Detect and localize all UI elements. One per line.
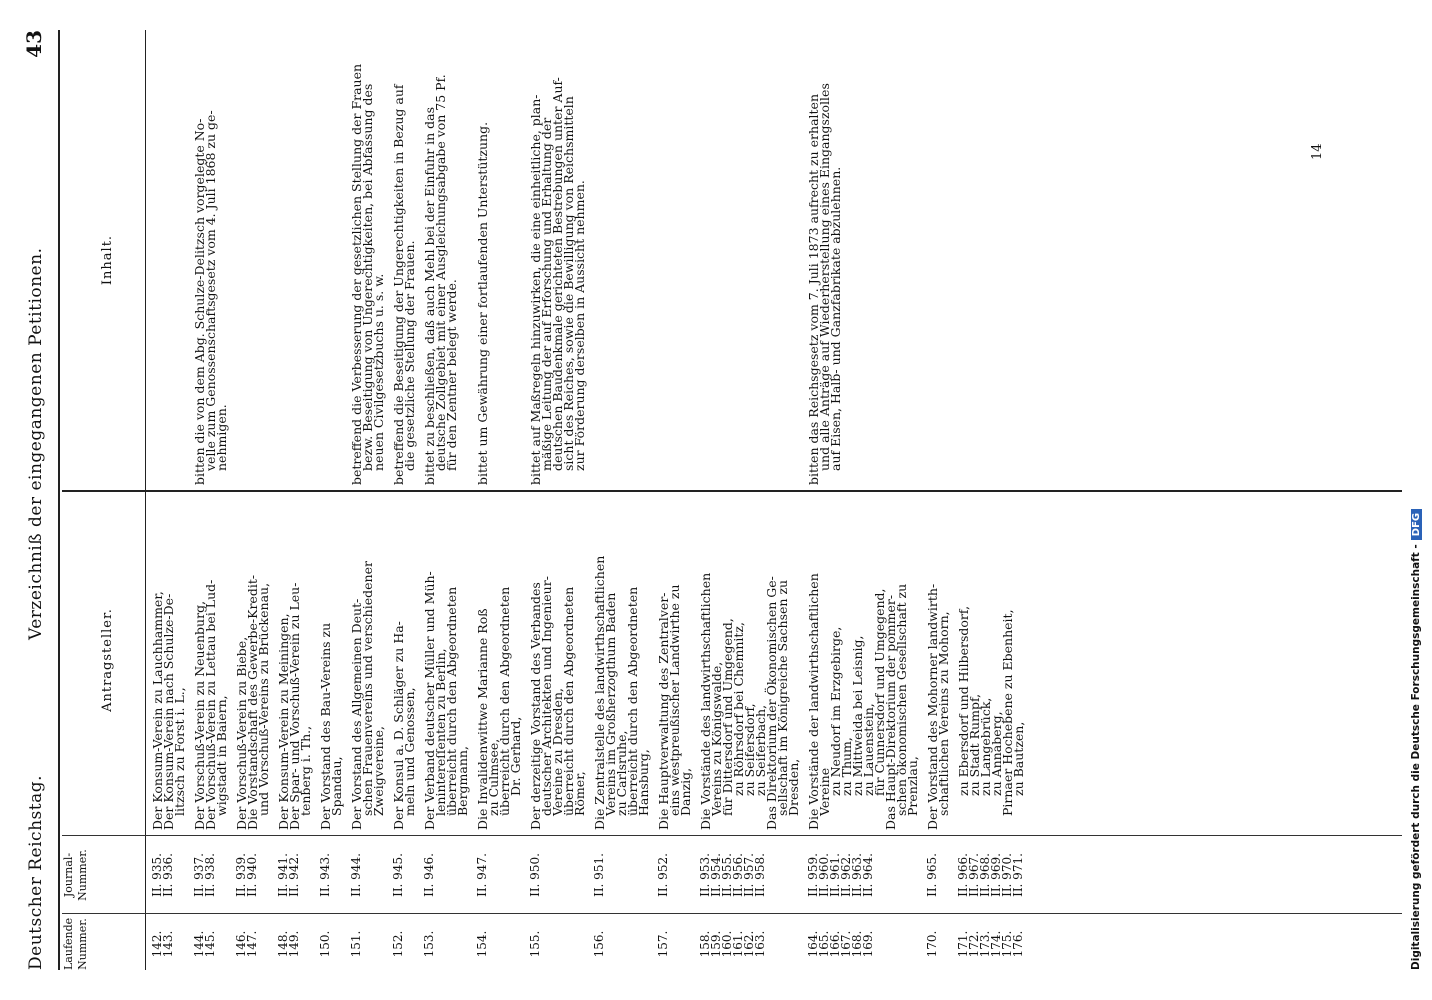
lfd-cell	[808, 918, 874, 970]
lfd-cell	[278, 918, 300, 970]
col-head-jn: Journal-Nummer.	[62, 849, 89, 901]
lfd-cell-line: 173.	[978, 930, 992, 958]
inhalt-cell-line: betreffend die Verbesserung der gesetzlichen Stellung der Frauen	[349, 63, 364, 485]
column-head-rule	[145, 30, 146, 970]
journal-cell	[927, 840, 938, 910]
lfd-cell-line: 174.	[989, 930, 1003, 958]
antragsteller-cell-line: zu Seifersdorf,	[742, 703, 757, 796]
lfd-cell-line: 156.	[592, 930, 606, 958]
antragsteller-cell-line: zu Culmsee,	[486, 738, 501, 816]
antragsteller-cell	[320, 490, 342, 830]
antragsteller-cell-line: Hansburg,	[636, 749, 651, 816]
antragsteller-cell-line: wigstadt in Baiern,	[214, 695, 229, 816]
lfd-cell-line: 157.	[656, 930, 670, 958]
antragsteller-cell-line: sellschaft im Königreiche Sachsen zu	[775, 579, 790, 816]
lfd-cell	[700, 918, 766, 970]
antragsteller-cell-line: Prenzlau,	[905, 756, 920, 816]
antragsteller-cell	[194, 490, 227, 830]
header-left: Deutscher Reichstag.	[26, 775, 46, 970]
inhalt-cell	[351, 35, 384, 485]
journal-cell-line: II. 968.	[978, 853, 992, 897]
antragsteller-cell-line: zu Röhrsdorf bei Chemnitz,	[731, 622, 746, 796]
lfd-cell-line: 162.	[742, 930, 756, 958]
page-mark: 14	[1310, 143, 1325, 160]
inhalt-cell-line: bittet um Gewährung einer fortlaufenden Unterstützung.	[475, 121, 490, 485]
journal-cell-line: II. 947.	[475, 853, 489, 897]
inhalt-cell-line: zur Förderung derselben in Aussicht nehmen.	[572, 180, 587, 471]
lfd-cell-line: 152.	[391, 930, 405, 958]
inhalt-cell-line: bittet auf Maßregeln hinzuwirken, die eine einheitliche, plan-	[528, 94, 543, 485]
lfd-cell-line: 155.	[528, 930, 542, 958]
journal-cell	[700, 840, 766, 910]
antragsteller-cell-line: Die Invalidenwittwe Marianne Roß	[475, 608, 490, 830]
inhalt-cell	[194, 35, 227, 485]
journal-cell-line: II. 955.	[720, 853, 734, 897]
antragsteller-cell-line: Dresden,	[786, 758, 801, 816]
antragsteller-cell-line: Dr. Gerhard,	[508, 716, 523, 796]
antragsteller-cell-line: überreicht durch den Abgeordneten	[561, 586, 576, 816]
journal-cell-line: II. 953.	[698, 853, 712, 897]
inhalt-cell-line: bitten die von dem Abg. Schulze-Delitzsch vorgelegte No-	[192, 118, 207, 485]
col-divider	[62, 835, 1402, 836]
journal-cell-line: II. 945.	[391, 853, 405, 897]
antragsteller-cell-line: Zweigvereine,	[371, 725, 386, 816]
lfd-cell-line: 175.	[1000, 930, 1014, 958]
antragsteller-cell-line: Vereins zu Königswalde,	[709, 661, 724, 816]
antragsteller-cell-line: Der Spar- und Vorschuß-Verein zu Leu-	[287, 582, 302, 830]
journal-cell-line: II. 939.	[234, 853, 248, 897]
journal-cell	[477, 840, 488, 910]
lfd-cell	[424, 918, 435, 970]
lfd-cell	[927, 918, 938, 970]
lfd-cell-line: 159.	[709, 930, 723, 958]
journal-cell-line: II. 941.	[276, 853, 290, 897]
journal-cell	[351, 840, 362, 910]
antragsteller-cell-line: zu Stadt Rumpf,	[967, 693, 982, 796]
antragsteller-cell-line: Spandau,	[329, 756, 344, 816]
journal-cell	[958, 840, 1024, 910]
lfd-cell-line: 148.	[276, 930, 290, 958]
antragsteller-cell	[236, 490, 269, 830]
antragsteller-cell-line: zu Thum,	[839, 737, 854, 796]
lfd-cell	[194, 918, 216, 970]
lfd-cell	[351, 918, 362, 970]
antragsteller-cell-line: schen ökonomischen Gesellschaft zu	[894, 583, 909, 816]
antragsteller-cell-line: überreicht durch den Abgeordneten	[444, 586, 459, 816]
antragsteller-cell	[594, 490, 649, 830]
antragsteller-cell-line: eins westpreußischer Landwirthe zu	[667, 584, 682, 816]
antragsteller-cell-line: zu Seiferbach,	[753, 704, 768, 796]
antragsteller-cell	[477, 490, 521, 830]
antragsteller-cell-line: zu Carlsruhe,	[614, 730, 629, 816]
antragsteller-cell	[530, 490, 585, 830]
journal-cell-line: II. 950.	[528, 853, 542, 897]
col-head-lfd: Laufende Nummer.	[62, 917, 89, 970]
lfd-cell-line: 163.	[753, 930, 767, 958]
journal-cell-line: II. 937.	[192, 853, 206, 897]
antragsteller-cell-line: Der Vorstand des Bau-Vereins zu	[318, 622, 333, 830]
lfd-cell-line: 176.	[1011, 930, 1025, 958]
inhalt-cell	[393, 35, 415, 485]
journal-cell-line: II. 961.	[828, 853, 842, 897]
antragsteller-cell-line: Der Konsum-Verein zu Lauchhammer,	[150, 591, 165, 830]
antragsteller-cell-line: Das Haupt-Direktorium der pommer-	[883, 594, 898, 830]
inhalt-cell-line: auf Eisen, Halb- und Ganzfabrikate abzulehnen.	[828, 166, 843, 471]
antragsteller-cell-line: Der Vorstand des Allgemeinen Deut-	[349, 598, 364, 830]
inhalt-cell-line: deutsche Zollgebiet mit einer Ausgleichungsabgabe von 75 Pf.	[433, 74, 448, 471]
lfd-cell-line: 170.	[925, 930, 939, 958]
inhalt-cell	[477, 35, 488, 485]
antragsteller-cell-line: zu Mittweida bei Leisnig,	[850, 635, 865, 796]
journal-cell-line: II. 951.	[592, 853, 606, 897]
inhalt-cell-line: nehmigen.	[214, 404, 229, 471]
antragsteller-cell-line: schen Frauenvereins und verschiedener	[360, 561, 375, 816]
journal-cell	[320, 840, 331, 910]
journal-cell-line: II. 970.	[1000, 853, 1014, 897]
inhalt-cell	[808, 35, 841, 485]
antragsteller-cell-line: für Dittersdorf und Umgegend,	[720, 618, 735, 816]
antragsteller-cell	[393, 490, 415, 830]
antragsteller-cell-line: zu Langebrück,	[978, 697, 993, 796]
lfd-cell-line: 153.	[422, 930, 436, 958]
lfd-cell-line: 166.	[828, 930, 842, 958]
journal-cell-line: II. 944.	[349, 853, 363, 897]
lfd-cell-line: 167.	[839, 930, 853, 958]
lfd-cell-line: 150.	[318, 930, 332, 958]
digitization-note	[1410, 30, 1422, 970]
inhalt-cell-line: bitten das Reichsgesetz vom 7. Juli 1873 aufrecht zu erhalten	[806, 93, 821, 485]
lfd-cell-line: 164.	[806, 930, 820, 958]
col-head-inh: Inhalt.	[100, 234, 115, 286]
antragsteller-cell-line: Vereine	[817, 767, 832, 816]
journal-cell-line: II. 964.	[861, 853, 875, 897]
antragsteller-cell-line: Der Verband deutscher Müller und Müh-	[422, 571, 437, 830]
journal-cell	[194, 840, 216, 910]
lfd-cell-line: 143.	[161, 930, 175, 958]
journal-cell-line: II. 954.	[709, 853, 723, 897]
journal-cell	[808, 840, 874, 910]
journal-cell-line: II. 935.	[150, 853, 164, 897]
antragsteller-cell-line: Die Vorstandschaft des Gewerbe-Kredit-	[245, 574, 260, 830]
inhalt-cell-line: für den Zentner belegt werde.	[444, 279, 459, 471]
antragsteller-cell-line: meln und Genossen,	[402, 687, 417, 816]
page-header	[14, 30, 54, 970]
col-head-ant: Antragsteller.	[100, 608, 115, 712]
antragsteller-cell-line: deutscher Architekten und Ingenieur-	[539, 576, 554, 816]
lfd-cell-line: 165.	[817, 930, 831, 958]
antragsteller-cell	[808, 490, 918, 830]
antragsteller-cell-line: und Vorschuß-Vereins zu Brückenau,	[256, 582, 271, 816]
lfd-cell	[594, 918, 605, 970]
antragsteller-cell	[958, 490, 1024, 830]
antragsteller-cell-line: Der Vorschuß-Verein zu Lettau bei Lud-	[203, 579, 218, 830]
lfd-cell	[477, 918, 488, 970]
journal-cell-line: II. 962.	[839, 853, 853, 897]
antragsteller-cell-line: litzsch zu Forst i. L.,	[172, 687, 187, 816]
journal-cell-line: II. 967.	[967, 853, 981, 897]
antragsteller-cell-line: Der Vorschuß-Verein zu Neuenburg,	[192, 600, 207, 830]
journal-cell-line: II. 971.	[1011, 853, 1025, 897]
antragsteller-cell-line: überreicht durch den Abgeordneten	[497, 586, 512, 816]
inhalt-cell-line: bezw. Beseitigung von Ungerechtigkeiten, bei Abfassung des	[360, 83, 375, 471]
journal-cell-line: II. 966.	[956, 853, 970, 897]
lfd-cell-line: 158.	[698, 930, 712, 958]
journal-cell-line: II. 965.	[925, 853, 939, 897]
journal-cell	[393, 840, 404, 910]
antragsteller-cell-line: Römer,	[572, 771, 587, 816]
antragsteller-cell-line: Danzig,	[678, 767, 693, 816]
inhalt-cell-line: deutschen Baudenkmale gerichteten Bestrebungen unter Auf-	[550, 77, 565, 471]
journal-cell-line: II. 958.	[753, 853, 767, 897]
antragsteller-cell-line: Vereins im Großherzogthum Baden	[603, 592, 618, 816]
antragsteller-cell	[927, 490, 949, 830]
journal-cell-line: II. 969.	[989, 853, 1003, 897]
journal-cell	[658, 840, 669, 910]
lfd-cell-line: 144.	[192, 930, 206, 958]
journal-cell-line: II. 952.	[656, 853, 670, 897]
lfd-cell	[236, 918, 258, 970]
antragsteller-cell	[278, 490, 311, 830]
journal-cell-line: II. 940.	[245, 853, 259, 897]
antragsteller-cell-line: Das Direktorium der Ökonomischen Ge-	[764, 576, 779, 830]
digitization-text: Digitalisierung gefördert durch die Deutsche Forschungsgemeinschaft -	[1410, 544, 1422, 970]
col-divider	[62, 913, 1402, 914]
antragsteller-cell	[700, 490, 799, 830]
antragsteller-cell-line: Die Hauptverwaltung des Zentralver-	[656, 592, 671, 830]
journal-cell	[424, 840, 435, 910]
journal-cell-line: II. 956.	[731, 853, 745, 897]
journal-cell	[594, 840, 605, 910]
lfd-cell-line: 172.	[967, 930, 981, 958]
antragsteller-cell-line: Der Konsul a. D. Schläger zu Ha-	[391, 621, 406, 830]
journal-cell-line: II. 963.	[850, 853, 864, 897]
lfd-cell-line: 168.	[850, 930, 864, 958]
antragsteller-cell-line: Der Vorstand des Mohorner landwirth-	[925, 583, 940, 830]
inhalt-cell-line: die gesetzliche Stellung der Frauen.	[402, 240, 417, 471]
lfd-cell	[320, 918, 331, 970]
journal-cell	[236, 840, 258, 910]
antragsteller-cell-line: Der Konsum-Verein nach Schulze-De-	[161, 593, 176, 830]
inhalt-cell	[530, 35, 585, 485]
inhalt-cell-line: betreffend die Beseitigung der Ungerechtigkeiten in Bezug auf	[391, 84, 406, 485]
inhalt-cell-line: sicht des Reiches, sowie die Bewilligung von Reichsmitteln	[561, 96, 576, 471]
inhalt-cell	[424, 35, 457, 485]
journal-cell-line: II. 942.	[287, 853, 301, 897]
antragsteller-cell-line: zu Annaberg,	[989, 711, 1004, 796]
lfd-cell	[530, 918, 541, 970]
lfd-cell	[152, 918, 174, 970]
journal-cell-line: II. 957.	[742, 853, 756, 897]
lfd-cell-line: 146.	[234, 930, 248, 958]
antragsteller-cell	[152, 490, 185, 830]
page-number: 43	[22, 30, 46, 58]
inhalt-cell-line: mäßige Leitung der auf Erforschung und Erhaltung der	[539, 117, 554, 471]
header-title: Verzeichniß der eingegangenen Petitionen.	[26, 247, 46, 640]
journal-cell-line: II. 938.	[203, 853, 217, 897]
antragsteller-cell-line: Bergmann,	[455, 746, 470, 816]
antragsteller-cell-line: zu Lauenstein,	[861, 703, 876, 796]
lfd-cell-line: 154.	[475, 930, 489, 958]
lfd-cell-line: 160.	[720, 930, 734, 958]
antragsteller-cell-line: Pirnaer Hochebene zu Ebenheit,	[1000, 609, 1015, 816]
lfd-cell-line: 151.	[349, 930, 363, 958]
lfd-cell-line: 149.	[287, 930, 301, 958]
lfd-cell-line: 142.	[150, 930, 164, 958]
inhalt-cell-line: velle zum Genossenschaftsgesetz vom 4. Juli 1868 zu ge-	[203, 110, 218, 471]
lfd-cell	[958, 918, 1024, 970]
antragsteller-cell-line: für Cunnersdorf und Umgegend,	[872, 588, 887, 796]
antragsteller-cell	[658, 490, 691, 830]
journal-cell-line: II. 946.	[422, 853, 436, 897]
antragsteller-cell-line: überreicht durch den Abgeordneten	[625, 586, 640, 816]
antragsteller-cell-line: schaftlichen Vereins zu Mohorn,	[936, 611, 951, 816]
lfd-cell-line: 161.	[731, 930, 745, 958]
inhalt-cell-line: bittet zu beschließen, daß auch Mehl bei der Einfuhr in das	[422, 106, 437, 485]
antragsteller-cell-line: Die Vorstände des landwirthschaftlichen	[698, 572, 713, 830]
antragsteller-cell-line: Der derzeitige Vorstand des Verbandes	[528, 582, 543, 830]
journal-cell-line: II. 960.	[817, 853, 831, 897]
antragsteller-cell-line: Die Vorstände der landwirthschaftlichen	[806, 573, 821, 830]
journal-cell-line: II. 959.	[806, 853, 820, 897]
journal-cell	[278, 840, 300, 910]
journal-cell-line: II. 936.	[161, 853, 175, 897]
journal-cell-line: II. 943.	[318, 853, 332, 897]
antragsteller-cell-line: Der Vorschuß-Verein zu Biebe,	[234, 636, 249, 830]
lfd-cell-line: 147.	[245, 930, 259, 958]
antragsteller-cell-line: tenberg i. Th.,	[298, 725, 313, 816]
antragsteller-cell	[351, 490, 384, 830]
inhalt-cell-line: und alle Anträge auf Wiederherstellung eines Eingangszolles	[817, 83, 832, 471]
dfg-logo: DFG	[1411, 509, 1422, 540]
lfd-cell-line: 171.	[956, 930, 970, 958]
lfd-cell	[393, 918, 404, 970]
antragsteller-cell-line: Die Zentralstelle des landwirthschaftlichen	[592, 555, 607, 830]
antragsteller-cell	[424, 490, 468, 830]
journal-cell	[530, 840, 541, 910]
antragsteller-cell-line: zu Neudorf im Erzgebirge,	[828, 626, 843, 796]
antragsteller-cell-line: lenintereſſenten zu Berlin,	[433, 648, 448, 816]
header-rule	[58, 30, 60, 970]
lfd-cell-line: 145.	[203, 930, 217, 958]
journal-cell	[152, 840, 174, 910]
inhalt-cell-line: neuen Civilgesetzbuchs u. s. w.	[371, 273, 386, 471]
lfd-cell-line: 169.	[861, 930, 875, 958]
lfd-cell	[658, 918, 669, 970]
antragsteller-cell-line: zu Bautzen,	[1011, 721, 1026, 796]
antragsteller-cell-line: Vereine zu Dresden,	[550, 688, 565, 816]
antragsteller-cell-line: zu Ebersdorf und Hilbersdorf,	[956, 605, 971, 796]
antragsteller-cell-line: Der Konsum-Verein zu Meiningen,	[276, 613, 291, 830]
